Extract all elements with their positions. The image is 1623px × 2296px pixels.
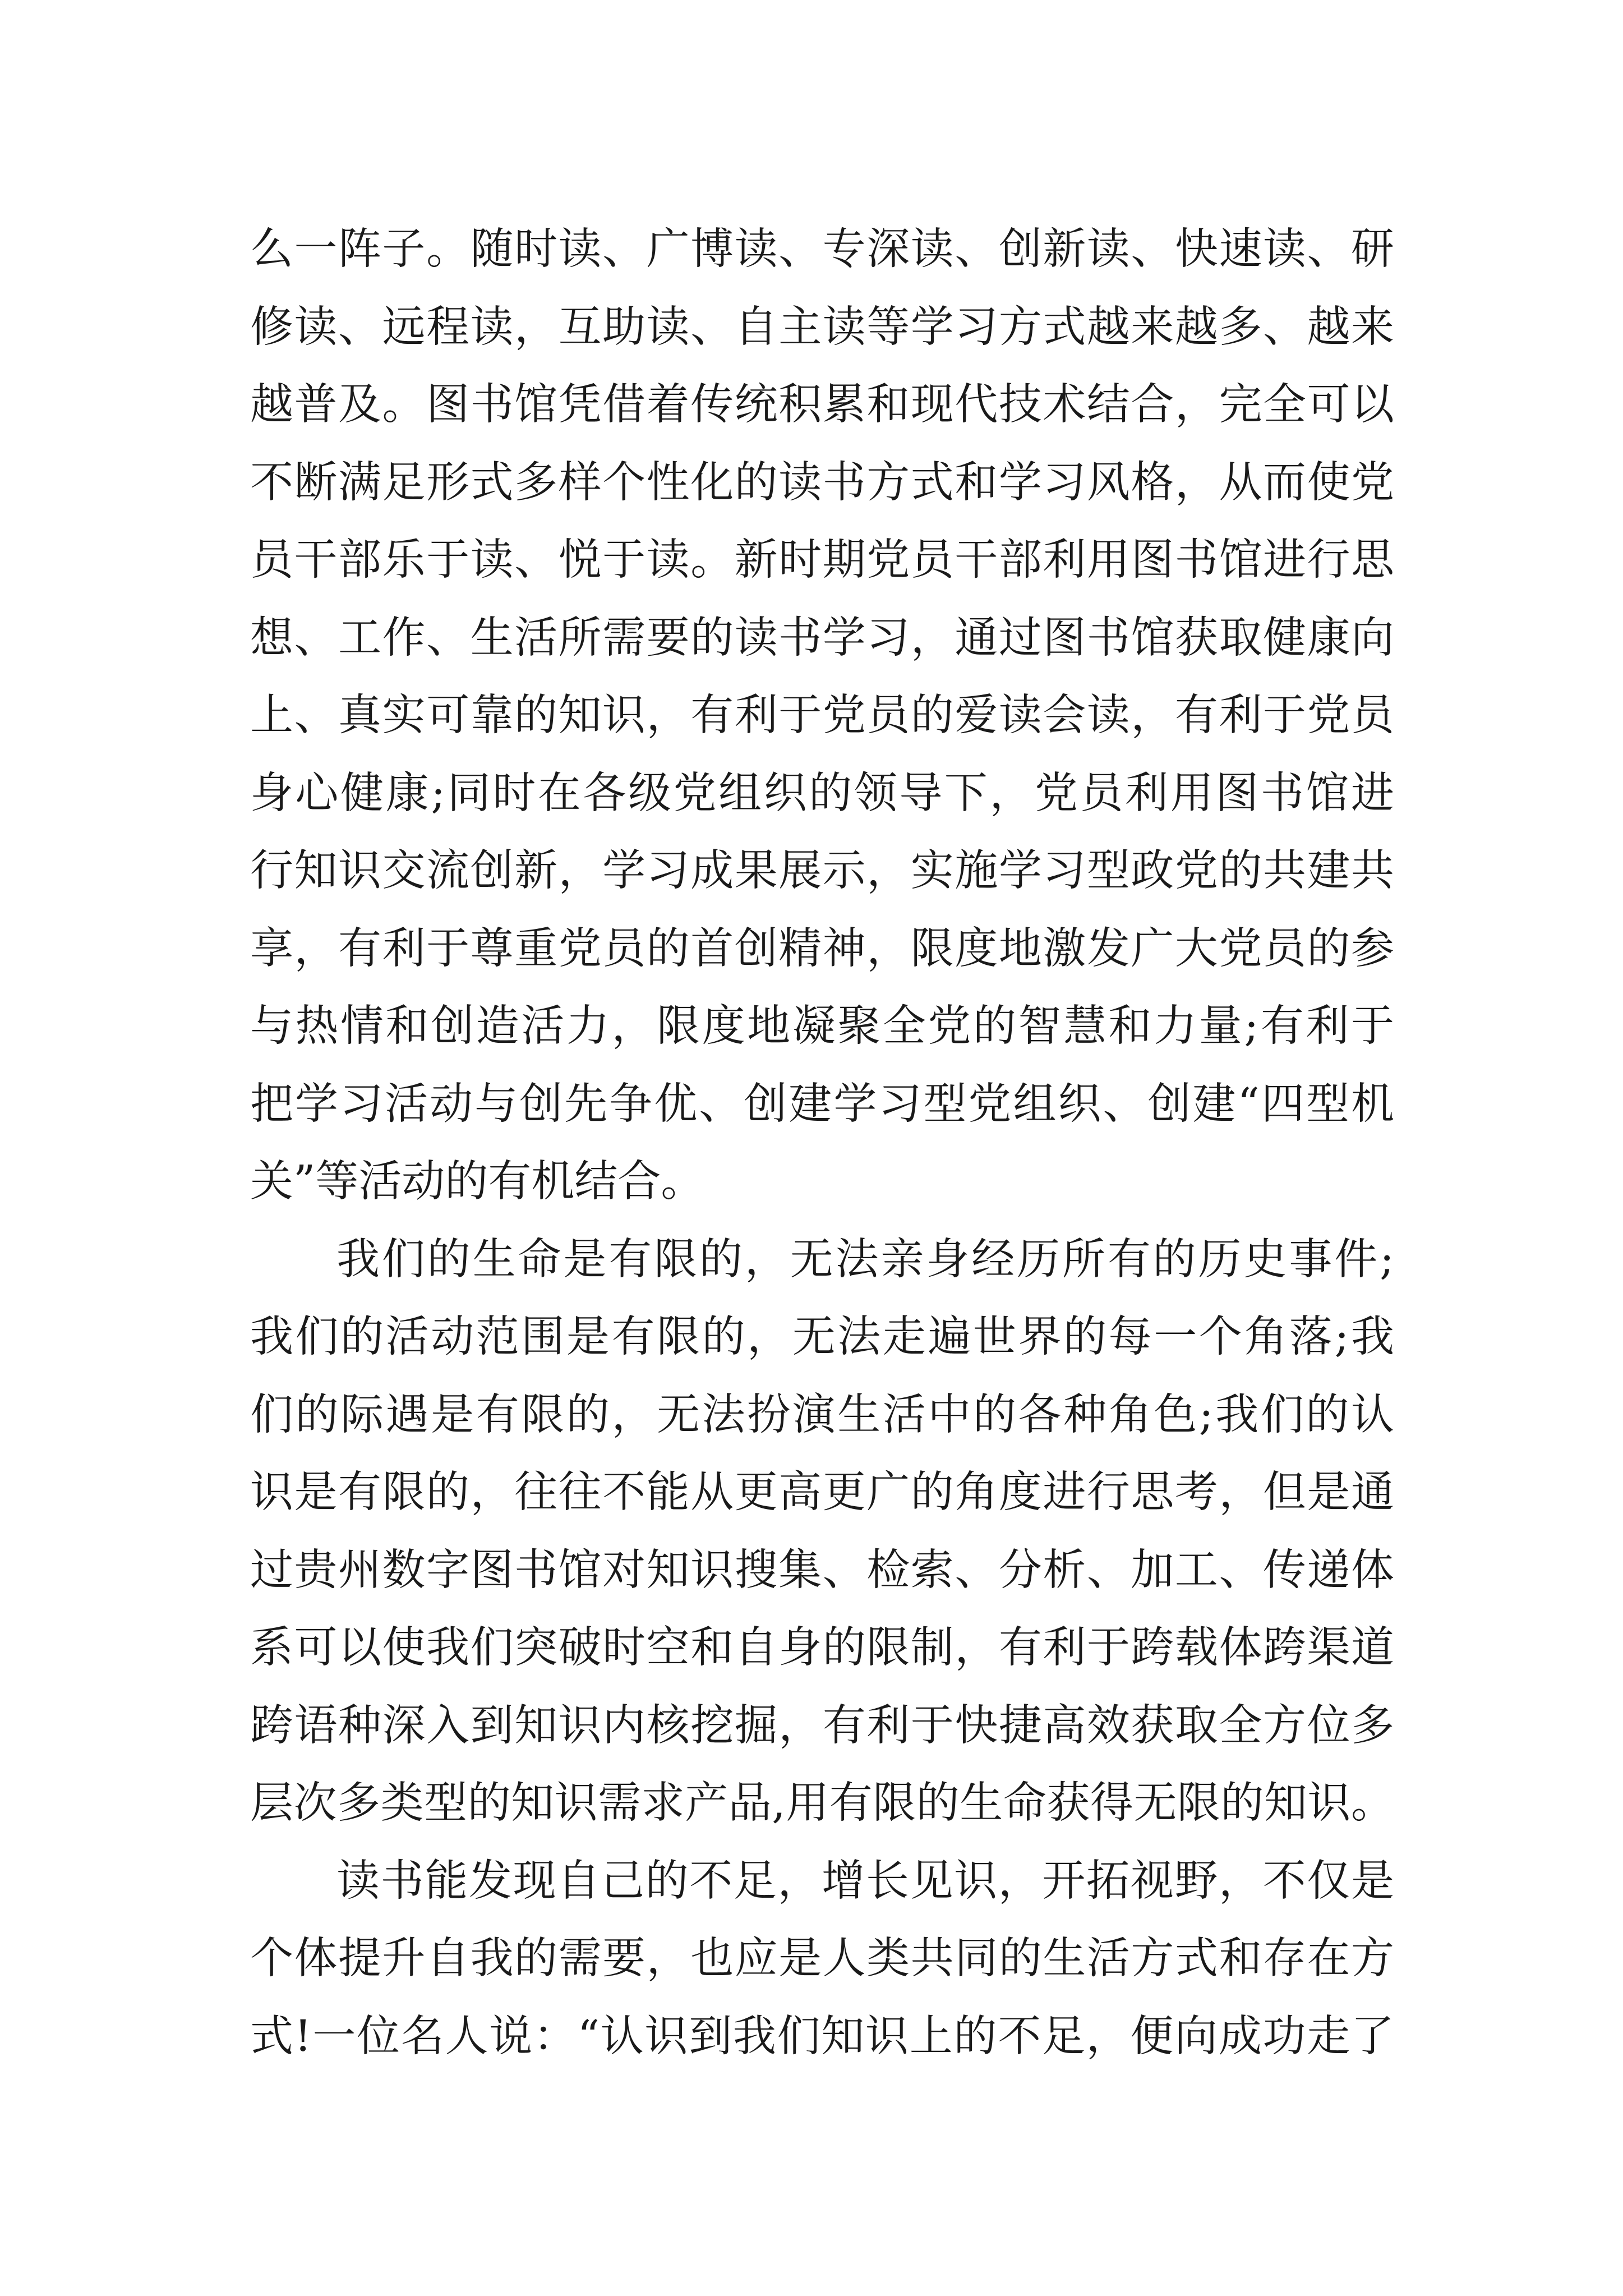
paragraph-2-line-5: 过贵州数字图书馆对知识搜集、检索、分析、加工、传递体	[250, 1545, 1394, 1595]
paragraph-2-line-4: 识是有限的，往往不能从更高更广的角度进行思考，但是通	[250, 1467, 1394, 1517]
paragraph-2-line-6: 系可以使我们突破时空和自身的限制，有利于跨载体跨渠道	[250, 1623, 1394, 1673]
paragraph-2-line-7: 跨语种深入到知识内核挖掘，有利于快捷高效获取全方位多	[250, 1700, 1394, 1751]
paragraph-1-line-12: 把学习活动与创先争优、创建学习型党组织、创建“四型机	[250, 1079, 1394, 1129]
paragraph-1-line-1: 么一阵子。随时读、广博读、专深读、创新读、快速读、研	[250, 224, 1394, 274]
paragraph-1-line-5: 员干部乐于读、悦于读。新时期党员干部利用图书馆进行思	[250, 535, 1394, 585]
paragraph-2-line-2: 我们的活动范围是有限的，无法走遍世界的每一个角落;我	[250, 1312, 1394, 1362]
paragraph-2-line-3: 们的际遇是有限的，无法扮演生活中的各种角色;我们的认	[250, 1389, 1394, 1440]
paragraph-1-line-7: 上、真实可靠的知识，有利于党员的爱读会读，有利于党员	[250, 691, 1394, 740]
paragraph-1-line-11: 与热情和创造活力，限度地凝聚全党的智慧和力量;有利于	[250, 1001, 1394, 1051]
paragraph-3-line-2: 个体提升自我的需要，也应是人类共同的生活方式和存在方	[250, 1934, 1394, 1984]
paragraph-1-line-8: 身心健康;同时在各级党组织的领导下，党员利用图书馆进	[250, 768, 1394, 818]
paragraph-1-line-13: 关”等活动的有机结合。	[250, 1157, 704, 1207]
paragraph-2-line-8: 层次多类型的知识需求产品,用有限的生命获得无限的知识。	[250, 1778, 1394, 1828]
paragraph-1-line-3: 越普及。图书馆凭借着传统积累和现代技术结合，完全可以	[250, 380, 1394, 430]
paragraph-1-line-6: 想、工作、生活所需要的读书学习，通过图书馆获取健康向	[250, 613, 1394, 663]
paragraph-2-line-1: 我们的生命是有限的，无法亲身经历所有的历史事件;	[336, 1234, 1394, 1285]
body-text	[250, 211, 1394, 2076]
paragraph-1-line-4: 不断满足形式多样个性化的读书方式和学习风格，从而使党	[250, 457, 1394, 508]
paragraph-3-line-3: 式!一位名人说：“认识到我们知识上的不足，便向成功走了	[250, 2011, 1394, 2062]
paragraph-3-line-1: 读书能发现自己的不足，增长见识，开拓视野，不仅是	[336, 1856, 1394, 1906]
paragraph-1-line-2: 修读、远程读，互助读、自主读等学习方式越来越多、越来	[250, 302, 1394, 352]
paragraph-1-line-10: 享，有利于尊重党员的首创精神，限度地激发广大党员的参	[250, 923, 1394, 974]
paragraph-1-line-9: 行知识交流创新，学习成果展示，实施学习型政党的共建共	[250, 846, 1394, 896]
